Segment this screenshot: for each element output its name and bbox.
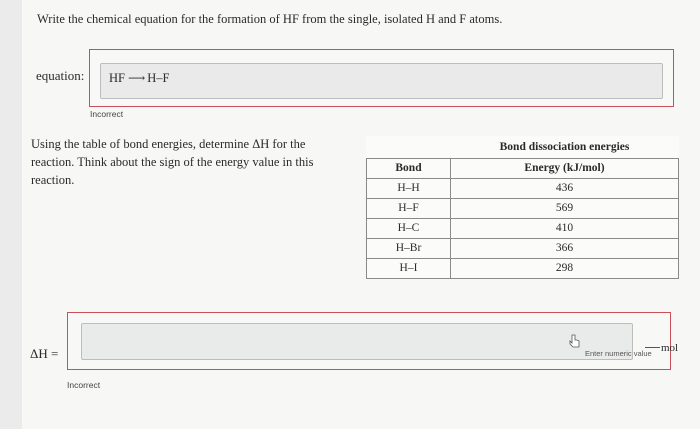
equation-value <box>109 71 169 86</box>
energy-cell: 569 <box>451 198 679 218</box>
delta-h-input[interactable] <box>81 323 633 360</box>
energy-cell: 298 <box>451 258 679 278</box>
enter-numeric-hint: Enter numeric value <box>585 349 652 358</box>
bond-energy-table <box>366 136 679 279</box>
bond-cell: H–I <box>367 258 451 278</box>
bond-cell: H–F <box>367 198 451 218</box>
energy-cell: 436 <box>451 178 679 198</box>
equation-feedback: Incorrect <box>90 109 124 119</box>
delta-h-label: ΔH = <box>30 346 59 361</box>
bond-cell: H–C <box>367 218 451 238</box>
table-caption: Bond dissociation energies <box>451 136 679 158</box>
column-header-energy: Energy (kJ/mol) <box>451 158 679 178</box>
energy-cell: 410 <box>451 218 679 238</box>
hand-cursor-icon <box>569 334 581 348</box>
unit-denominator: mol <box>661 342 679 354</box>
equation-label: equation: <box>36 68 85 83</box>
equation-product: H–F <box>147 71 170 85</box>
table-row <box>367 238 679 258</box>
bond-energy-prompt: Using the table of bond energies, determine ΔH for the reaction. Think about the sign of the energy value in this reaction. <box>31 137 314 187</box>
table-row <box>367 178 679 198</box>
table-row <box>367 258 679 278</box>
column-header-bond: Bond <box>367 158 451 178</box>
equation-reactant: HF <box>109 71 125 85</box>
bond-cell: H–H <box>367 178 451 198</box>
unit-fraction-bar <box>645 347 660 348</box>
energy-cell: 366 <box>451 238 679 258</box>
question-text: Write the chemical equation for the formation of HF from the single, isolated H and F atoms. <box>37 12 503 26</box>
table-spacer <box>367 136 451 158</box>
table-row <box>367 198 679 218</box>
equation-input[interactable] <box>100 63 663 99</box>
table-row <box>367 218 679 238</box>
bond-cell: H–Br <box>367 238 451 258</box>
delta-h-feedback: Incorrect <box>67 380 101 390</box>
reaction-arrow-icon: ⟶ <box>127 71 145 85</box>
